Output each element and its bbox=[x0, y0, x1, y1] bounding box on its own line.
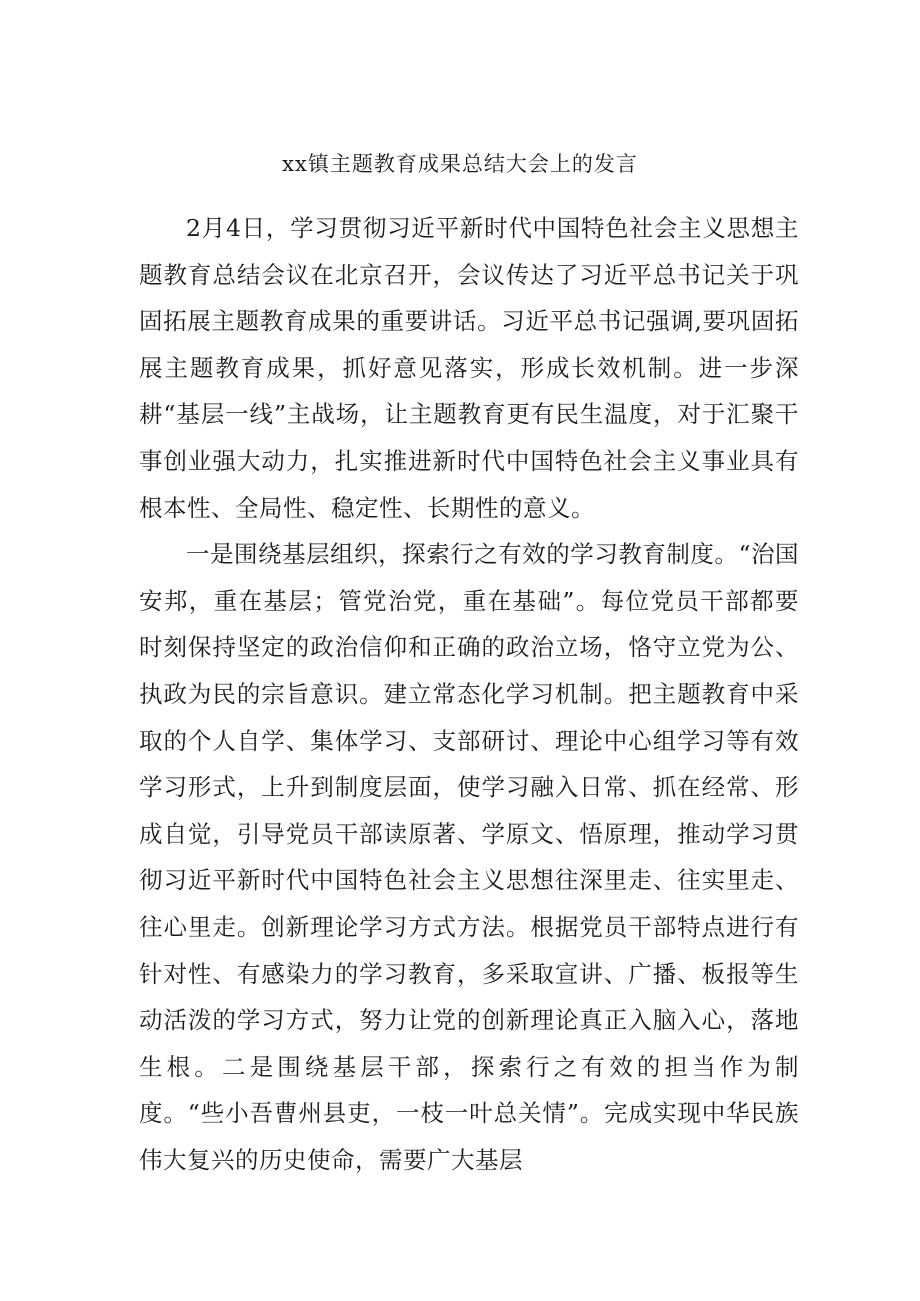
paragraph-intro: 2月4日，学习贯彻习近平新时代中国特色社会主义思想主题教育总结会议在北京召开，会议传达了习近平总书记关于巩固拓展主题教育成果的重要讲话。习近平总书记强调,要巩固拓展主题教育成果，抓好意见落实，形成长效机制。进一步深耕“基层一线”主战场，让主题教育更有民生温度，对于汇聚干事创业强大动力，扎实推进新时代中国特色社会主义事业具有根本性、全局性、稳定性、长期性的意义。 bbox=[139, 214, 799, 522]
document-body bbox=[139, 205, 799, 1183]
document-title: xx镇主题教育成果总结大会上的发言 bbox=[282, 152, 638, 176]
paragraph-point-one: 一是围绕基层组织，探索行之有效的学习教育制度。“治国安邦，重在基层；管党治党，重在基础”。每位党员干部都要时刻保持坚定的政治信仰和正确的政治立场，恪守立党为公、执政为民的宗旨意识。建立常态化学习机制。把主题教育中采取的个人自学、集体学习、支部研讨、理论中心组学习等有效学习形式，上升到制度层面，使学习融入日常、抓在经常、形成自觉，引导党员干部读原著、学原文、悟原理，推动学习贯彻习近平新时代中国特色社会主义思想往深里走、往实里走、往心里走。创新理论学习方式方法。根据党员干部特点进行有针对性、有感染力的学习教育，多采取宣讲、广播、板报等生动活泼的学习方式，努力让党的创新理论真正入脑入心，落地生根。二是围绕基层干部，探索行之有效的担当作为制度。“些小吾曹州县吏，一枝一叶总关情”。完成实现中华民族伟大复兴的历史使命，需要广大基层 bbox=[139, 540, 799, 1174]
